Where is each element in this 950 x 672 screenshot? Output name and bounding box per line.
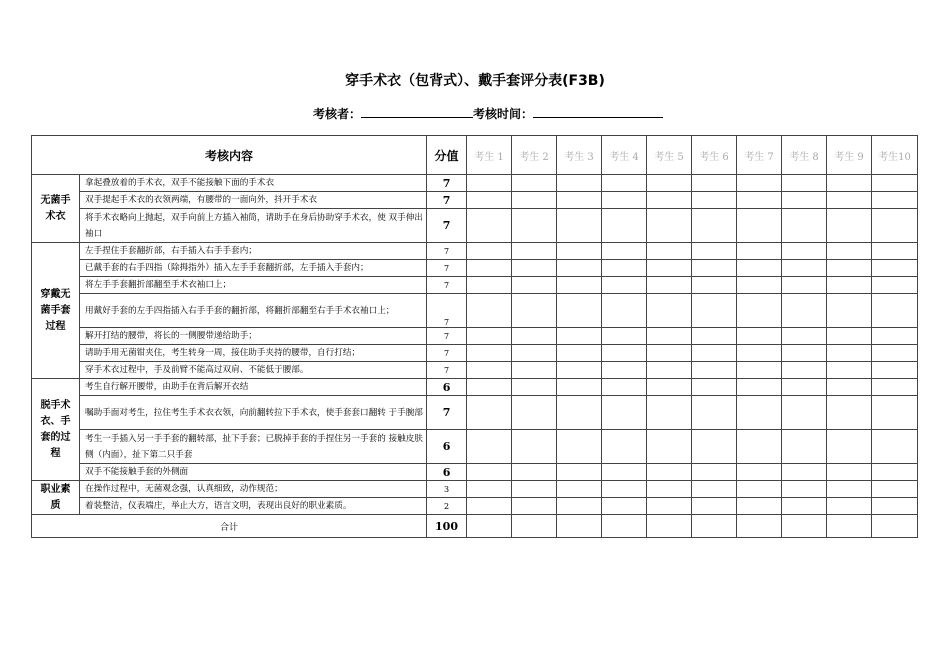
score-cell: 6	[427, 464, 467, 481]
student-score-cell[interactable]	[692, 481, 737, 498]
student-score-cell[interactable]	[512, 328, 557, 345]
table-row	[32, 481, 918, 498]
student-score-cell[interactable]	[557, 481, 602, 498]
student-score-cell[interactable]	[467, 277, 512, 294]
student-score-cell[interactable]	[782, 345, 827, 362]
student-score-cell[interactable]	[647, 277, 692, 294]
student-score-cell[interactable]	[467, 243, 512, 260]
score-cell: 7	[427, 328, 467, 345]
student-score-cell[interactable]	[647, 481, 692, 498]
table-row	[32, 345, 918, 362]
student-score-cell[interactable]	[692, 277, 737, 294]
student-score-cell[interactable]	[872, 294, 918, 328]
student-score-cell[interactable]	[737, 498, 782, 515]
student-score-cell[interactable]	[737, 345, 782, 362]
item-text: 左手捏住手套翻折部，右手插入右手手套内；	[80, 243, 427, 260]
student-score-cell[interactable]	[737, 362, 782, 379]
student-score-cell[interactable]	[512, 175, 557, 192]
student-score-cell[interactable]	[602, 481, 647, 498]
student-score-cell[interactable]	[602, 362, 647, 379]
total-label: 合计	[32, 515, 427, 538]
student-score-cell[interactable]	[467, 430, 512, 464]
student-score-cell[interactable]	[827, 362, 872, 379]
student-score-cell[interactable]	[827, 430, 872, 464]
student-score-cell[interactable]	[737, 209, 782, 243]
student-score-cell[interactable]	[827, 464, 872, 481]
student-score-cell[interactable]	[512, 243, 557, 260]
student-score-cell[interactable]	[647, 294, 692, 328]
student-score-cell[interactable]	[557, 345, 602, 362]
header-student-3: 考生 3	[557, 136, 602, 175]
student-total-cell[interactable]	[782, 515, 827, 538]
student-score-cell[interactable]	[512, 464, 557, 481]
student-score-cell[interactable]	[647, 209, 692, 243]
student-score-cell[interactable]	[737, 175, 782, 192]
student-score-cell[interactable]	[602, 175, 647, 192]
student-score-cell[interactable]	[467, 362, 512, 379]
item-text: 考生一手插入另一手手套的翻转部，扯下手套；已脱掉手套的手捏住另一手套的 接触皮肤侧（内面），扯下第二只手套	[80, 430, 427, 464]
student-score-cell[interactable]	[467, 345, 512, 362]
student-score-cell[interactable]	[467, 192, 512, 209]
score-cell: 7	[427, 294, 467, 328]
item-text: 用戴好手套的左手四指插入右手手套的翻折部，将翻折部翻至右手手术衣袖口上；	[80, 294, 427, 328]
student-score-cell[interactable]	[647, 464, 692, 481]
table-row	[32, 243, 918, 260]
student-score-cell[interactable]	[647, 192, 692, 209]
student-score-cell[interactable]	[737, 430, 782, 464]
student-score-cell[interactable]	[467, 209, 512, 243]
item-text: 将手术衣略向上抛起，双手向前上方插入袖筒，请助手在身后协助穿手术衣，使 双手伸出袖口	[80, 209, 427, 243]
student-score-cell[interactable]	[872, 379, 918, 396]
category-cell: 穿戴无菌手套过程	[32, 243, 80, 379]
student-score-cell[interactable]	[872, 396, 918, 430]
student-score-cell[interactable]	[647, 430, 692, 464]
student-score-cell[interactable]	[827, 396, 872, 430]
student-score-cell[interactable]	[467, 175, 512, 192]
student-score-cell[interactable]	[782, 209, 827, 243]
exam-time-blank[interactable]	[533, 105, 663, 118]
student-score-cell[interactable]	[512, 192, 557, 209]
student-score-cell[interactable]	[872, 430, 918, 464]
student-score-cell[interactable]	[692, 379, 737, 396]
header-student-6: 考生 6	[692, 136, 737, 175]
exam-time-label: 考核时间：	[473, 107, 534, 121]
table-row	[32, 175, 918, 192]
student-score-cell[interactable]	[737, 192, 782, 209]
student-score-cell[interactable]	[467, 260, 512, 277]
student-score-cell[interactable]	[557, 362, 602, 379]
student-score-cell[interactable]	[782, 379, 827, 396]
header-content: 考核内容	[32, 136, 427, 175]
score-cell: 7	[427, 396, 467, 430]
student-score-cell[interactable]	[872, 328, 918, 345]
header-score: 分值	[427, 136, 467, 175]
student-score-cell[interactable]	[647, 362, 692, 379]
student-score-cell[interactable]	[692, 430, 737, 464]
student-score-cell[interactable]	[872, 345, 918, 362]
student-score-cell[interactable]	[557, 294, 602, 328]
student-score-cell[interactable]	[512, 294, 557, 328]
score-table	[31, 135, 918, 538]
student-score-cell[interactable]	[692, 175, 737, 192]
student-score-cell[interactable]	[692, 362, 737, 379]
student-score-cell[interactable]	[692, 396, 737, 430]
student-score-cell[interactable]	[557, 498, 602, 515]
student-score-cell[interactable]	[692, 243, 737, 260]
student-score-cell[interactable]	[557, 260, 602, 277]
student-score-cell[interactable]	[647, 260, 692, 277]
student-score-cell[interactable]	[602, 498, 647, 515]
score-cell: 7	[427, 209, 467, 243]
student-score-cell[interactable]	[647, 345, 692, 362]
score-cell: 3	[427, 481, 467, 498]
student-score-cell[interactable]	[602, 192, 647, 209]
item-text: 穿手术衣过程中，手及前臂不能高过双肩、不能低于腰部。	[80, 362, 427, 379]
student-score-cell[interactable]	[692, 328, 737, 345]
student-score-cell[interactable]	[467, 379, 512, 396]
student-score-cell[interactable]	[872, 175, 918, 192]
table-row	[32, 396, 918, 430]
student-score-cell[interactable]	[827, 379, 872, 396]
student-score-cell[interactable]	[602, 209, 647, 243]
student-score-cell[interactable]	[602, 430, 647, 464]
header-student-10: 考生10	[872, 136, 918, 175]
student-score-cell[interactable]	[782, 498, 827, 515]
student-score-cell[interactable]	[647, 379, 692, 396]
item-text: 已戴手套的右手四指（除拇指外）插入左手手套翻折部，左手插入手套内；	[80, 260, 427, 277]
student-score-cell[interactable]	[602, 464, 647, 481]
student-score-cell[interactable]	[467, 396, 512, 430]
student-score-cell[interactable]	[467, 498, 512, 515]
student-score-cell[interactable]	[467, 294, 512, 328]
student-total-cell[interactable]	[557, 515, 602, 538]
score-cell: 7	[427, 277, 467, 294]
student-score-cell[interactable]	[692, 498, 737, 515]
student-total-cell[interactable]	[692, 515, 737, 538]
total-score: 100	[427, 515, 467, 538]
student-total-cell[interactable]	[512, 515, 557, 538]
header-student-9: 考生 9	[827, 136, 872, 175]
student-total-cell[interactable]	[872, 515, 918, 538]
student-score-cell[interactable]	[782, 277, 827, 294]
score-cell: 7	[427, 243, 467, 260]
student-total-cell[interactable]	[827, 515, 872, 538]
header-student-4: 考生 4	[602, 136, 647, 175]
student-score-cell[interactable]	[512, 260, 557, 277]
student-score-cell[interactable]	[512, 277, 557, 294]
table-row	[32, 277, 918, 294]
student-score-cell[interactable]	[827, 260, 872, 277]
student-score-cell[interactable]	[782, 243, 827, 260]
student-score-cell[interactable]	[872, 498, 918, 515]
student-score-cell[interactable]	[872, 209, 918, 243]
table-row	[32, 498, 918, 515]
student-score-cell[interactable]	[557, 379, 602, 396]
student-score-cell[interactable]	[737, 464, 782, 481]
student-score-cell[interactable]	[782, 260, 827, 277]
item-text: 在操作过程中，无菌观念强，认真细致，动作规范；	[80, 481, 427, 498]
score-cell: 6	[427, 430, 467, 464]
student-score-cell[interactable]	[512, 209, 557, 243]
category-cell: 脱手术衣、手套的过程	[32, 379, 80, 481]
student-score-cell[interactable]	[872, 260, 918, 277]
student-score-cell[interactable]	[467, 481, 512, 498]
score-table-body	[32, 175, 918, 538]
student-score-cell[interactable]	[782, 481, 827, 498]
score-cell: 7	[427, 345, 467, 362]
table-row	[32, 260, 918, 277]
table-row	[32, 192, 918, 209]
student-score-cell[interactable]	[647, 175, 692, 192]
student-score-cell[interactable]	[647, 396, 692, 430]
score-cell: 7	[427, 260, 467, 277]
examiner-label: 考核者：	[313, 107, 362, 121]
student-total-cell[interactable]	[467, 515, 512, 538]
item-text: 嘱助手面对考生，拉住考生手术衣衣领，向前翻转拉下手术衣，使手套套口翻转 于手腕部	[80, 396, 427, 430]
student-score-cell[interactable]	[827, 498, 872, 515]
student-score-cell[interactable]	[737, 294, 782, 328]
item-text: 考生自行解开腰带，由助手在背后解开衣结	[80, 379, 427, 396]
student-score-cell[interactable]	[782, 430, 827, 464]
student-score-cell[interactable]	[602, 379, 647, 396]
student-score-cell[interactable]	[827, 277, 872, 294]
header-student-8: 考生 8	[782, 136, 827, 175]
table-row	[32, 362, 918, 379]
student-score-cell[interactable]	[602, 260, 647, 277]
student-score-cell[interactable]	[782, 464, 827, 481]
student-score-cell[interactable]	[872, 481, 918, 498]
student-score-cell[interactable]	[782, 362, 827, 379]
student-score-cell[interactable]	[692, 209, 737, 243]
student-score-cell[interactable]	[647, 243, 692, 260]
student-score-cell[interactable]	[512, 498, 557, 515]
student-total-cell[interactable]	[737, 515, 782, 538]
student-score-cell[interactable]	[647, 328, 692, 345]
examiner-line	[313, 105, 663, 122]
student-score-cell[interactable]	[737, 379, 782, 396]
student-score-cell[interactable]	[557, 277, 602, 294]
table-row	[32, 328, 918, 345]
student-score-cell[interactable]	[827, 294, 872, 328]
student-score-cell[interactable]	[512, 362, 557, 379]
student-score-cell[interactable]	[692, 260, 737, 277]
student-score-cell[interactable]	[872, 192, 918, 209]
student-score-cell[interactable]	[512, 481, 557, 498]
score-cell: 2	[427, 498, 467, 515]
student-score-cell[interactable]	[602, 243, 647, 260]
table-row	[32, 430, 918, 464]
student-score-cell[interactable]	[512, 430, 557, 464]
student-score-cell[interactable]	[827, 209, 872, 243]
student-score-cell[interactable]	[782, 192, 827, 209]
student-score-cell[interactable]	[647, 498, 692, 515]
student-score-cell[interactable]	[872, 243, 918, 260]
student-score-cell[interactable]	[512, 345, 557, 362]
document-title: 穿手术衣（包背式）、戴手套评分表(F3B)	[345, 73, 605, 89]
student-total-cell[interactable]	[647, 515, 692, 538]
student-score-cell[interactable]	[827, 328, 872, 345]
student-score-cell[interactable]	[557, 464, 602, 481]
student-score-cell[interactable]	[827, 481, 872, 498]
student-score-cell[interactable]	[827, 192, 872, 209]
student-score-cell[interactable]	[467, 464, 512, 481]
student-score-cell[interactable]	[782, 294, 827, 328]
item-text: 双手提起手术衣的衣领两端，有腰带的一面向外，抖开手术衣	[80, 192, 427, 209]
student-score-cell[interactable]	[692, 464, 737, 481]
student-score-cell[interactable]	[872, 277, 918, 294]
student-score-cell[interactable]	[827, 175, 872, 192]
item-text: 请助手用无菌钳夹住，考生转身一周，接住助手夹持的腰带，自行打结；	[80, 345, 427, 362]
student-score-cell[interactable]	[692, 294, 737, 328]
student-score-cell[interactable]	[782, 175, 827, 192]
table-row	[32, 294, 918, 328]
table-row	[32, 379, 918, 396]
student-score-cell[interactable]	[512, 379, 557, 396]
total-row	[32, 515, 918, 538]
table-row	[32, 209, 918, 243]
student-score-cell[interactable]	[737, 243, 782, 260]
item-text: 拿起叠放着的手术衣，双手不能接触下面的手术衣	[80, 175, 427, 192]
student-score-cell[interactable]	[737, 260, 782, 277]
student-score-cell[interactable]	[602, 345, 647, 362]
item-text: 双手不能接触手套的外侧面	[80, 464, 427, 481]
student-score-cell[interactable]	[872, 464, 918, 481]
student-score-cell[interactable]	[827, 345, 872, 362]
item-text: 将左手手套翻折部翻至手术衣袖口上；	[80, 277, 427, 294]
table-row	[32, 464, 918, 481]
student-score-cell[interactable]	[602, 328, 647, 345]
header-student-7: 考生 7	[737, 136, 782, 175]
item-text: 解开打结的腰带，将长的一侧腰带递给助手；	[80, 328, 427, 345]
student-score-cell[interactable]	[557, 243, 602, 260]
student-score-cell[interactable]	[557, 396, 602, 430]
student-score-cell[interactable]	[692, 192, 737, 209]
header-student-1: 考生 1	[467, 136, 512, 175]
student-score-cell[interactable]	[737, 481, 782, 498]
score-cell: 7	[427, 175, 467, 192]
student-score-cell[interactable]	[737, 328, 782, 345]
student-score-cell[interactable]	[872, 362, 918, 379]
student-score-cell[interactable]	[557, 209, 602, 243]
score-cell: 7	[427, 362, 467, 379]
item-text: 着装整洁，仪表端庄，举止大方，语言文明，表现出良好的职业素质。	[80, 498, 427, 515]
score-cell: 7	[427, 192, 467, 209]
student-score-cell[interactable]	[602, 277, 647, 294]
student-score-cell[interactable]	[692, 345, 737, 362]
student-score-cell[interactable]	[467, 328, 512, 345]
student-score-cell[interactable]	[827, 243, 872, 260]
student-score-cell[interactable]	[557, 430, 602, 464]
student-score-cell[interactable]	[737, 277, 782, 294]
student-score-cell[interactable]	[737, 396, 782, 430]
student-score-cell[interactable]	[557, 328, 602, 345]
student-total-cell[interactable]	[602, 515, 647, 538]
examiner-blank[interactable]	[361, 105, 473, 118]
student-score-cell[interactable]	[557, 192, 602, 209]
student-score-cell[interactable]	[782, 396, 827, 430]
header-student-5: 考生 5	[647, 136, 692, 175]
header-row	[32, 136, 918, 175]
student-score-cell[interactable]	[557, 175, 602, 192]
header-student-2: 考生 2	[512, 136, 557, 175]
student-score-cell[interactable]	[782, 328, 827, 345]
category-cell: 职业素质	[32, 481, 80, 515]
student-score-cell[interactable]	[602, 396, 647, 430]
student-score-cell[interactable]	[512, 396, 557, 430]
student-score-cell[interactable]	[602, 294, 647, 328]
score-cell: 6	[427, 379, 467, 396]
category-cell: 无菌手术衣	[32, 175, 80, 243]
